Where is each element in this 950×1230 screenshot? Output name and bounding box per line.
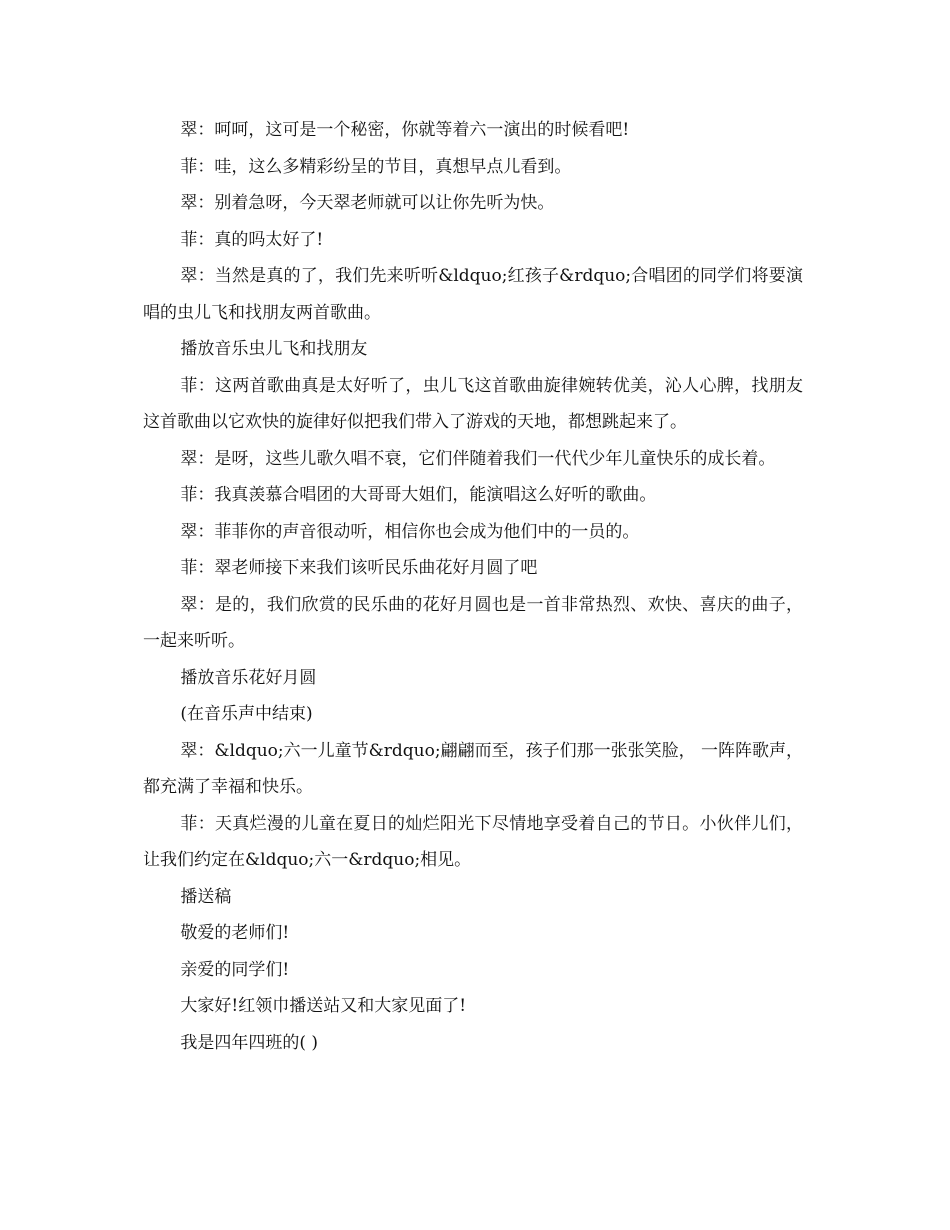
dialogue-line-cui-2: 翠：别着急呀，今天翠老师就可以让你先听为快。 <box>180 193 555 213</box>
section-heading-broadcast: 播送稿 <box>180 886 232 907</box>
dialogue-line-cui-7: 翠：&ldquo;六一儿童节&rdquo;翩翩而至，孩子们那一张张笑脸， 一阵阵歌声，都充满了幸福和快乐。 <box>143 740 803 797</box>
document-page <box>143 112 803 1061</box>
stage-direction-music-2: 播放音乐花好月圆 <box>180 667 317 688</box>
dialogue-line-cui-3: 翠：当然是真的了，我们先来听听&ldquo;红孩子&rdquo;合唱团的同学们将要演唱的虫儿飞和找朋友两首歌曲。 <box>143 266 803 323</box>
dialogue-line-fei-2: 菲：真的吗太好了! <box>180 229 324 250</box>
dialogue-line-fei-4: 菲：我真羡慕合唱团的大哥哥大姐们，能演唱这么好听的歌曲。 <box>180 485 657 505</box>
speaker-intro: 我是四年四班的( ) <box>180 1032 319 1053</box>
greeting-teachers: 敬爱的老师们! <box>180 923 290 943</box>
dialogue-line-fei-5: 菲：翠老师接下来我们该听民乐曲花好月圆了吧 <box>180 558 538 578</box>
dialogue-line-fei-1: 菲：哇，这么多精彩纷呈的节目，真想早点儿看到。 <box>180 156 572 177</box>
dialogue-line-cui-1: 翠：呵呵，这可是一个秘密，你就等着六一演出的时候看吧! <box>180 120 630 140</box>
dialogue-line-cui-4: 翠：是呀，这些儿歌久唱不衰，它们伴随着我们一代代少年儿童快乐的成长着。 <box>180 448 776 469</box>
dialogue-line-cui-5: 翠：菲菲你的声音很动听，相信你也会成为他们中的一员的。 <box>180 521 640 542</box>
dialogue-line-fei-3: 菲：这两首歌曲真是太好听了，虫儿飞这首歌曲旋律婉转优美，沁人心脾，找朋友这首歌曲以它欢快的旋律好似把我们带入了游戏的天地，都想跳起来了。 <box>143 375 803 432</box>
greeting-everyone: 大家好!红领巾播送站又和大家见面了! <box>180 996 467 1016</box>
dialogue-line-fei-6: 菲：天真烂漫的儿童在夏日的灿烂阳光下尽情地享受着自己的节日。小伙伴儿们，让我们约定在&ldquo;六一&rdquo;相见。 <box>143 813 803 870</box>
greeting-students: 亲爱的同学们! <box>180 959 290 980</box>
stage-direction-ending: (在音乐声中结束) <box>180 704 313 724</box>
dialogue-line-cui-6: 翠：是的，我们欣赏的民乐曲的花好月圆也是一首非常热烈、欢快、喜庆的曲子，一起来听听。 <box>143 594 803 651</box>
stage-direction-music-1: 播放音乐虫儿飞和找朋友 <box>180 339 368 359</box>
